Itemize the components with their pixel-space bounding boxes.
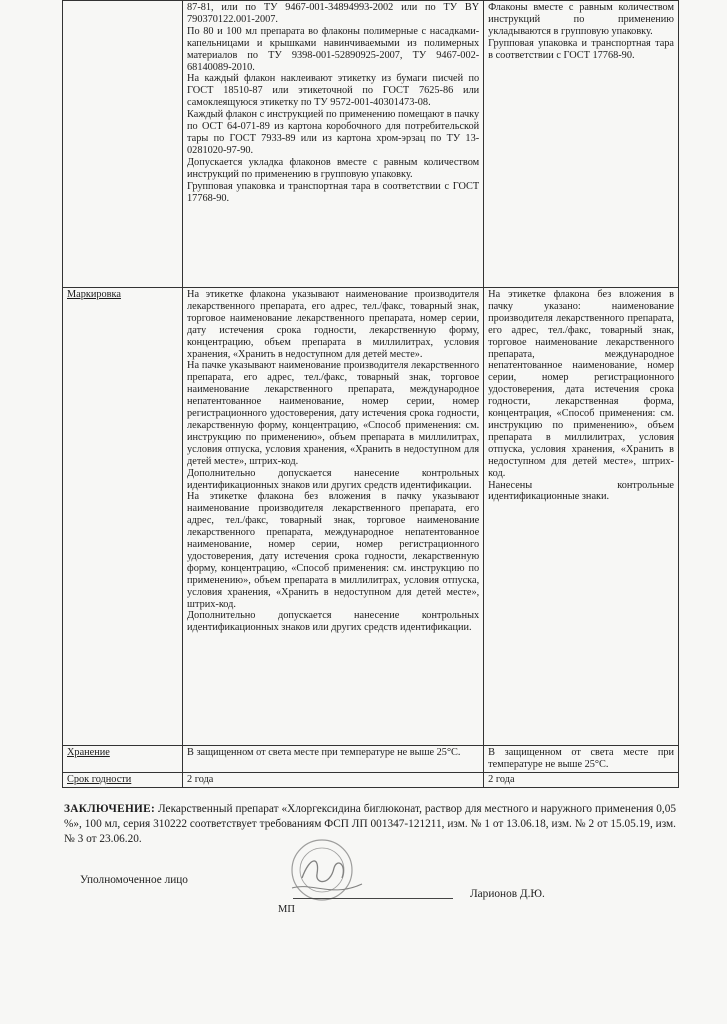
row-label [63, 1, 183, 288]
table-row-marking [63, 288, 679, 746]
paragraph: Групповая упаковка и транспортная тара в соответствии с ГОСТ 17768-90. [488, 37, 674, 61]
paragraph: 87-81, или по ТУ 9467-001-34894993-2002 или по ТУ BY 790370122.001-2007. [187, 2, 480, 25]
row-label: Хранение [63, 746, 183, 773]
conclusion-text: Лекарственный препарат «Хлоргексидина биглюконат, раствор для местного и наружного применения 0,05 %», 100 мл, серия 310222 соответствует требованиям ФСП ЛП 001347-121211, изм. № 1 от 13.06.18, изм. № 2 от 15.05.19, изм. № 3 от 23.06.20. [64, 803, 676, 845]
paragraph: На этикетке флакона без вложения в пачку указывают наименование производителя лекарственного препарата, его адрес, тел./факс, товарный знак, торговое наименование лекарственного препарата, международное непатентованное наименование, номер серии, номер регистрационного удостоверения, дату истечения срока годности, лекарственную форму, концентрацию, «Способ применения: см. инструкцию по применению», объем препарата в миллилитрах, условия отпуска, условия хранения, «Хранить в недоступном для детей месте», штрих-код. [187, 491, 480, 610]
results-cell: 2 года [484, 772, 679, 787]
authorized-person-label: Уполномоченное лицо [80, 874, 188, 886]
signatory-name: Ларионов Д.Ю. [470, 888, 545, 900]
results-cell [484, 1, 679, 288]
paragraph: Групповая упаковка и транспортная тара в соответствии с ГОСТ 17768-90. [187, 180, 480, 204]
table-row-storage [63, 746, 679, 773]
requirements-cell [183, 1, 484, 288]
paragraph: На этикетке флакона без вложения в пачку указано: наименование производителя лекарственного препарата, его адрес, тел./факс, товарный знак, торговое наименование лекарственного препарата, международное непатентованное наименование, номер серии, номер регистрационного удостоверения, дата истечения срока годности, лекарственная форма, концентрация, «Способ применения: см. инструкцию по применению», объем препарата в миллилитрах, условия отпуска, условия хранения, «Хранить в недоступном для детей месте», штрих-код. [488, 289, 674, 479]
paragraph: На этикетке флакона указывают наименование производителя лекарственного препарата, его адрес, тел./факс, товарный знак, торговое наименование лекарственного препарата, номер серии, дату истечения срока годности, лекарственную форму, концентрацию, объем препарата в миллилитрах, условия хранения, «Хранить в недоступном для детей месте». [187, 289, 480, 360]
results-cell: В защищенном от света месте при температуре не выше 25°C. [484, 746, 679, 773]
paragraph: Дополнительно допускается нанесение контрольных идентификационных знаков или других средств идентификации. [187, 467, 480, 491]
requirements-cell [183, 288, 484, 746]
seal-place-label: МП [278, 904, 295, 915]
table-row-shelf-life [63, 772, 679, 787]
requirements-cell: В защищенном от света месте при температуре не выше 25°C. [183, 746, 484, 773]
requirements-cell: 2 года [183, 772, 484, 787]
paragraph: Допускается укладка флаконов вместе с равным количеством инструкций по применению в групповую упаковку. [187, 156, 480, 180]
paragraph: Нанесены контрольные идентификационные знаки. [488, 479, 674, 503]
paragraph: Флаконы вместе с равным количеством инструкций по применению укладываются в групповую упаковку. [488, 2, 674, 37]
paragraph: Дополнительно допускается нанесение контрольных идентификационных знаков или других средств идентификации. [187, 610, 480, 634]
paragraph: На пачке указывают наименование производителя лекарственного препарата, его адрес, тел./факс, товарный знак, торговое наименование лекарственного препарата, международное непатентованное наименование, номер серии, номер регистрационного удостоверения, дату истечения срока годности, лекарственную форму, концентрацию, «Способ применения: см. инструкцию по применению», объем препарата в миллилитрах, условия отпуска, условия хранения, «Хранить в недоступном для детей месте», штрих-код. [187, 360, 480, 467]
paragraph: На каждый флакон наклеивают этикетку из бумаги писчей по ГОСТ 18510-87 или этикеточной по ГОСТ 7625-86 или самоклеящуюся этикетку по ТУ 9572-001-40301473-08. [187, 73, 480, 109]
specification-table [62, 0, 679, 788]
results-cell [484, 288, 679, 746]
paragraph: Каждый флакон с инструкцией по применению помещают в пачку по ОСТ 64-071-89 из картона коробочного для потребительской тары по ГОСТ 7933-89 или из картона хром-эрзац по ТУ 13-0281020-97-90. [187, 109, 480, 156]
signature-line [293, 898, 453, 899]
paragraph: По 80 и 100 мл препарата во флаконы полимерные с насадками-капельницами и крышками навинчиваемыми из полимерных материалов по ТУ 9398-001-52890925-2007, ТУ 9467-002-68140089-2010. [187, 25, 480, 73]
table-row-packaging [63, 1, 679, 288]
row-label: Маркировка [63, 288, 183, 746]
conclusion-heading: ЗАКЛЮЧЕНИЕ: [64, 803, 156, 815]
row-label: Срок годности [63, 772, 183, 787]
